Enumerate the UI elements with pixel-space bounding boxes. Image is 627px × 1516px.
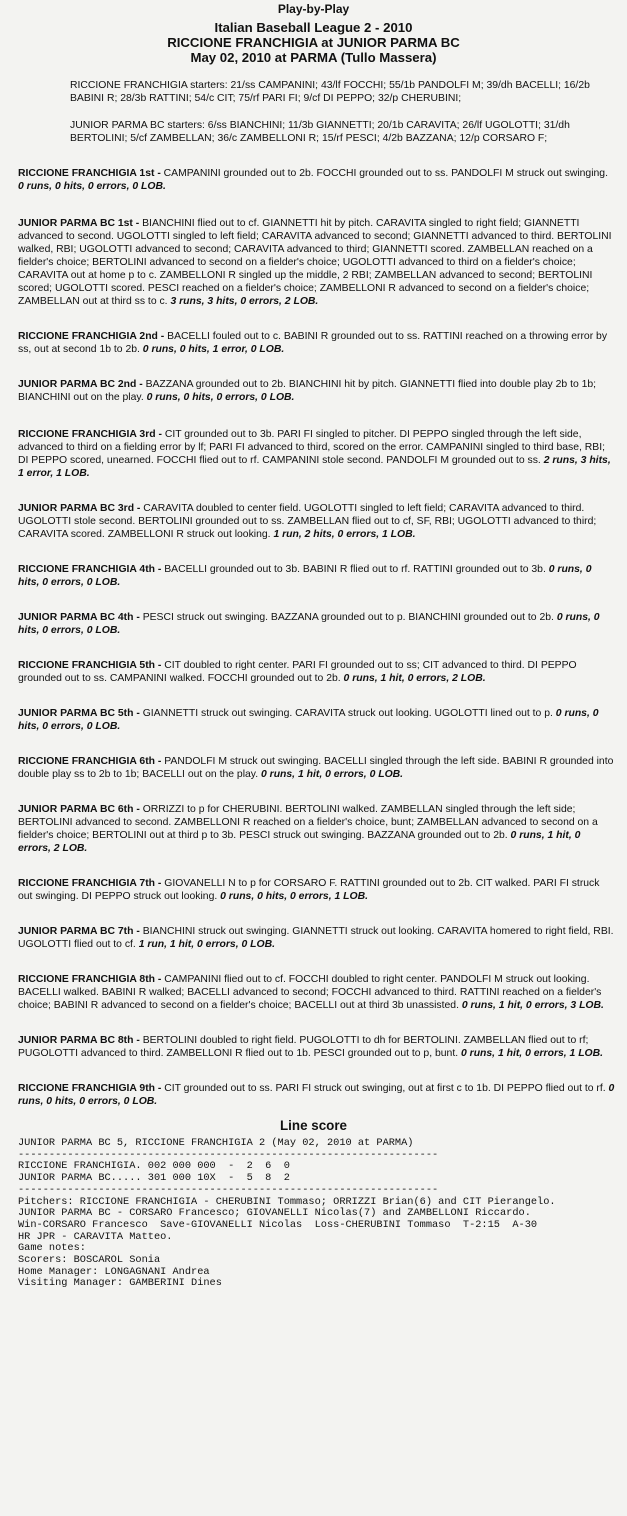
half-inning-summary: 0 runs, 0 hits, 0 errors, 0 LOB. xyxy=(18,564,592,588)
date-site-title: May 02, 2010 at PARMA (Tullo Massera) xyxy=(190,50,437,65)
half-inning-label: JUNIOR PARMA BC 6th - xyxy=(18,804,140,815)
half-inning-label: RICCIONE FRANCHIGIA 4th - xyxy=(18,564,162,575)
matchup-title: RICCIONE FRANCHIGIA at JUNIOR PARMA BC xyxy=(167,35,460,50)
home-starters: JUNIOR PARMA BC starters: 6/ss BIANCHINI; 11/3b GIANNETTI; 20/1b CARAVITA; 26/lf UGOLOTTI; 31/dh BERTOLINI; 5/cf ZAMBELLAN; 36/c ZAMBELLONI R; 15/rf PESCI; 4/2b BAZZANA; 12/p CORSARO F; xyxy=(70,120,570,144)
half-inning-plays: ORRIZZI to p for CHERUBINI. BERTOLINI walked. ZAMBELLAN singled through the left side; BERTOLINI advanced to second. ZAMBELLONI R reached on a fielder's choice, bunt; ZAMBELLAN advanced to second on a fielder's choice; BERTOLINI out at third p to 3b. PESCI struck out swinging. BAZZANA grounded out to 2b. xyxy=(18,804,598,841)
half-inning-plays: CIT grounded out to 3b. PARI FI singled to pitcher. DI PEPPO singled through the left side, advanced to third on a fielding error by lf; PARI FI advanced to third, scored on the error. CAMPANINI singled to third base, RBI; DI PEPPO scored, unearned. FOCCHI flied out to rf. CAMPANINI stole second. PANDOLFI M grounded out to ss. xyxy=(18,429,605,466)
half-inning-label: JUNIOR PARMA BC 4th - xyxy=(18,612,140,623)
half-inning-plays: CAMPANINI grounded out to 2b. FOCCHI grounded out to ss. PANDOLFI M struck out swinging. xyxy=(160,168,608,179)
half-inning-summary: 0 runs, 0 hits, 0 errors, 0 LOB. xyxy=(18,612,600,636)
page-title: Play-by-Play xyxy=(277,2,350,16)
half-inning-paragraph xyxy=(18,707,615,733)
half-inning-paragraph xyxy=(18,611,615,637)
half-inning-label: RICCIONE FRANCHIGIA 3rd - xyxy=(18,429,162,440)
half-inning-plays: BIANCHINI flied out to cf. GIANNETTI hit by pitch. CARAVITA singled to right field; GIANNETTI advanced to second. UGOLOTTI singled to left field; CARAVITA advanced to second; GIANNETTI advanced to third. BERTOLINI walked, RBI; UGOLOTTI advanced to second; CARAVITA advanced to third; GIANNETTI scored. ZAMBELLAN reached on a fielder's choice; BERTOLINI advanced to second on a fielder's choice; UGOLOTTI advanced to third on a fielder's choice; CARAVITA out at home p to c. ZAMBELLONI R singled up the middle, 2 RBI; ZAMBELLAN advanced to second; BERTOLINI scored; UGOLOTTI scored. PESCI reached on a fielder's choice; ZAMBELLONI R advanced to second on a fielder's choice; ZAMBELLAN out at third ss to c. xyxy=(18,218,612,307)
half-inning-plays: CARAVITA doubled to center field. UGOLOTTI singled to left field; CARAVITA advanced to third. UGOLOTTI stole second. BERTOLINI grounded out to ss. ZAMBELLAN flied out to cf, SF, RBI; UGOLOTTI advanced to third; CARAVITA scored. ZAMBELLONI R struck out looking. xyxy=(18,503,597,540)
half-inning-plays: PANDOLFI M struck out swinging. BACELLI singled through the left side. BABINI R grounded into double play ss to 2b to 1b; BACELLI out on the play. xyxy=(18,756,614,780)
half-inning-paragraph xyxy=(18,925,615,951)
half-inning-summary: 3 runs, 3 hits, 0 errors, 2 LOB. xyxy=(170,296,319,307)
half-inning-plays: BACELLI fouled out to c. BABINI R grounded out to ss. RATTINI reached on a throwing error by ss, out at second 1b to 2b. xyxy=(18,331,608,355)
half-inning-label: JUNIOR PARMA BC 7th - xyxy=(18,926,140,937)
half-inning-paragraph xyxy=(18,378,615,404)
linescore-line: JUNIOR PARMA BC 5, RICCIONE FRANCHIGIA 2 (May 02, 2010 at PARMA) xyxy=(18,1137,414,1149)
half-inning-label: JUNIOR PARMA BC 5th - xyxy=(18,708,140,719)
half-inning-label: RICCIONE FRANCHIGIA 7th - xyxy=(18,878,162,889)
half-inning-summary: 0 runs, 1 hit, 0 errors, 2 LOB. xyxy=(18,830,581,854)
half-inning-paragraph xyxy=(18,167,615,193)
half-inning-paragraph xyxy=(18,1082,615,1108)
half-inning-summary: 0 runs, 1 hit, 0 errors, 3 LOB. xyxy=(461,1000,604,1011)
half-inning-summary: 2 runs, 3 hits, 1 error, 1 LOB. xyxy=(18,455,611,479)
linescore-title: Line score xyxy=(280,1118,347,1133)
half-inning-paragraph xyxy=(18,217,615,308)
league-title: Italian Baseball League 2 - 2010 xyxy=(214,20,413,35)
half-inning-paragraph xyxy=(18,330,615,356)
linescore-box xyxy=(18,1138,627,1290)
half-inning-plays: CAMPANINI flied out to cf. FOCCHI doubled to right center. PANDOLFI M struck out looking. BACELLI walked. BABINI R walked; BACELLI advanced to second; FOCCHI advanced to third. RATTINI reached on a fielder's choice; BABINI R advanced to second on a fielder's choice; BACELLI out at third 3b unassisted. xyxy=(18,974,602,1011)
half-inning-label: RICCIONE FRANCHIGIA 6th - xyxy=(18,756,162,767)
half-inning-paragraph xyxy=(18,803,615,855)
half-inning-label: JUNIOR PARMA BC 8th - xyxy=(18,1035,140,1046)
half-inning-paragraph xyxy=(18,877,615,903)
linescore-line: Home Manager: LONGAGNANI Andrea xyxy=(18,1265,210,1278)
half-inning-paragraph xyxy=(18,563,615,589)
half-inning-summary: 0 runs, 0 hits, 0 errors, 0 LOB. xyxy=(146,392,295,403)
half-inning-plays: PESCI struck out swinging. BAZZANA grounded out to p. BIANCHINI grounded out to 2b. xyxy=(139,612,557,623)
play-by-play-list xyxy=(0,167,627,1118)
visitor-starters: RICCIONE FRANCHIGIA starters: 21/ss CAMPANINI; 43/lf FOCCHI; 55/1b PANDOLFI M; 39/dh BACELLI; 16/2b BABINI R; 28/3b RATTINI; 54/c CIT; 75/rf PARI FI; 9/cf DI PEPPO; 32/p CHERUBINI; xyxy=(70,80,590,104)
half-inning-summary: 0 runs, 0 hits, 0 errors, 1 LOB. xyxy=(220,891,368,902)
linescore-line: Win-CORSARO Francesco Save-GIOVANELLI Nicolas Loss-CHERUBINI Tommaso T-2:15 A-30 xyxy=(18,1218,538,1231)
linescore-line: -------------------------------------------------------------------- xyxy=(18,1183,439,1196)
half-inning-summary: 0 runs, 1 hit, 0 errors, 2 LOB. xyxy=(343,673,486,684)
half-inning-plays: GIOVANELLI N to p for CORSARO F. RATTINI grounded out to 2b. CIT walked. PARI FI struck out swinging. DI PEPPO struck out looking. xyxy=(18,878,600,902)
linescore-line: Visiting Manager: GAMBERINI Dines xyxy=(18,1277,222,1290)
linescore-line: JUNIOR PARMA BC..... 301 000 10X - 5 8 2 xyxy=(18,1172,290,1185)
half-inning-summary: 0 runs, 1 hit, 0 errors, 1 LOB. xyxy=(460,1048,604,1059)
half-inning-paragraph xyxy=(18,659,615,685)
half-inning-label: RICCIONE FRANCHIGIA 1st - xyxy=(18,168,161,179)
half-inning-label: RICCIONE FRANCHIGIA 5th - xyxy=(18,660,162,671)
half-inning-plays: CIT grounded out to ss. PARI FI struck out swinging, out at first c to 1b. DI PEPPO flied out to rf. xyxy=(161,1083,609,1094)
linescore-line: -------------------------------------------------------------------- xyxy=(18,1148,439,1161)
linescore-line: Pitchers: RICCIONE FRANCHIGIA - CHERUBINI Tommaso; ORRIZZI Brian(6) and CIT Pierangelo. xyxy=(18,1195,556,1208)
linescore-line: JUNIOR PARMA BC - CORSARO Francesco; GIOVANELLI Nicolas(7) and ZAMBELLONI Riccardo. xyxy=(18,1207,531,1220)
half-inning-paragraph xyxy=(18,502,615,541)
half-inning-summary: 0 runs, 0 hits, 0 errors, 0 LOB. xyxy=(18,1083,615,1107)
half-inning-paragraph xyxy=(18,755,615,781)
half-inning-paragraph xyxy=(18,1034,615,1060)
half-inning-summary: 0 runs, 0 hits, 1 error, 0 LOB. xyxy=(142,344,285,355)
linescore-line: Scorers: BOSCAROL Sonia xyxy=(18,1254,161,1267)
half-inning-summary: 0 runs, 0 hits, 0 errors, 0 LOB. xyxy=(18,181,166,192)
half-inning-label: JUNIOR PARMA BC 1st - xyxy=(18,218,140,229)
half-inning-plays: CIT doubled to right center. PARI FI grounded out to ss; CIT advanced to third. DI PEPPO grounded out to ss. CAMPANINI walked. FOCCHI grounded out to 2b. xyxy=(18,660,577,684)
half-inning-label: RICCIONE FRANCHIGIA 2nd - xyxy=(18,331,165,342)
half-inning-paragraph xyxy=(18,973,615,1012)
half-inning-paragraph xyxy=(18,428,615,480)
half-inning-summary: 1 run, 2 hits, 0 errors, 1 LOB. xyxy=(273,529,416,540)
linescore-line: RICCIONE FRANCHIGIA. 002 000 000 - 2 6 0 xyxy=(18,1160,290,1173)
half-inning-plays: GIANNETTI struck out swinging. CARAVITA struck out looking. UGOLOTTI lined out to p. xyxy=(139,708,556,719)
linescore-line: Game notes: xyxy=(18,1242,86,1255)
half-inning-plays: BAZZANA grounded out to 2b. BIANCHINI hit by pitch. GIANNETTI flied into double play 2b to 1b; BIANCHINI out on the play. xyxy=(18,379,597,403)
half-inning-label: JUNIOR PARMA BC 3rd - xyxy=(18,503,141,514)
half-inning-plays: BERTOLINI doubled to right field. PUGOLOTTI to dh for BERTOLINI. ZAMBELLAN flied out to rf; PUGOLOTTI advanced to third. ZAMBELLONI R flied out to 1b. PESCI grounded out to p, bunt. xyxy=(18,1035,589,1059)
half-inning-label: RICCIONE FRANCHIGIA 8th - xyxy=(18,974,162,985)
half-inning-label: JUNIOR PARMA BC 2nd - xyxy=(18,379,143,390)
half-inning-summary: 1 run, 1 hit, 0 errors, 0 LOB. xyxy=(138,939,275,950)
half-inning-summary: 0 runs, 0 hits, 0 errors, 0 LOB. xyxy=(18,708,599,732)
half-inning-plays: BACELLI grounded out to 3b. BABINI R flied out to rf. RATTINI grounded out to 3b. xyxy=(161,564,549,575)
linescore-line: HR JPR - CARAVITA Matteo. xyxy=(18,1230,173,1243)
half-inning-plays: BIANCHINI struck out swinging. GIANNETTI struck out looking. CARAVITA homered to right field, RBI. UGOLOTTI flied out to cf. xyxy=(18,926,614,950)
half-inning-label: RICCIONE FRANCHIGIA 9th - xyxy=(18,1083,162,1094)
half-inning-summary: 0 runs, 1 hit, 0 errors, 0 LOB. xyxy=(261,769,404,780)
